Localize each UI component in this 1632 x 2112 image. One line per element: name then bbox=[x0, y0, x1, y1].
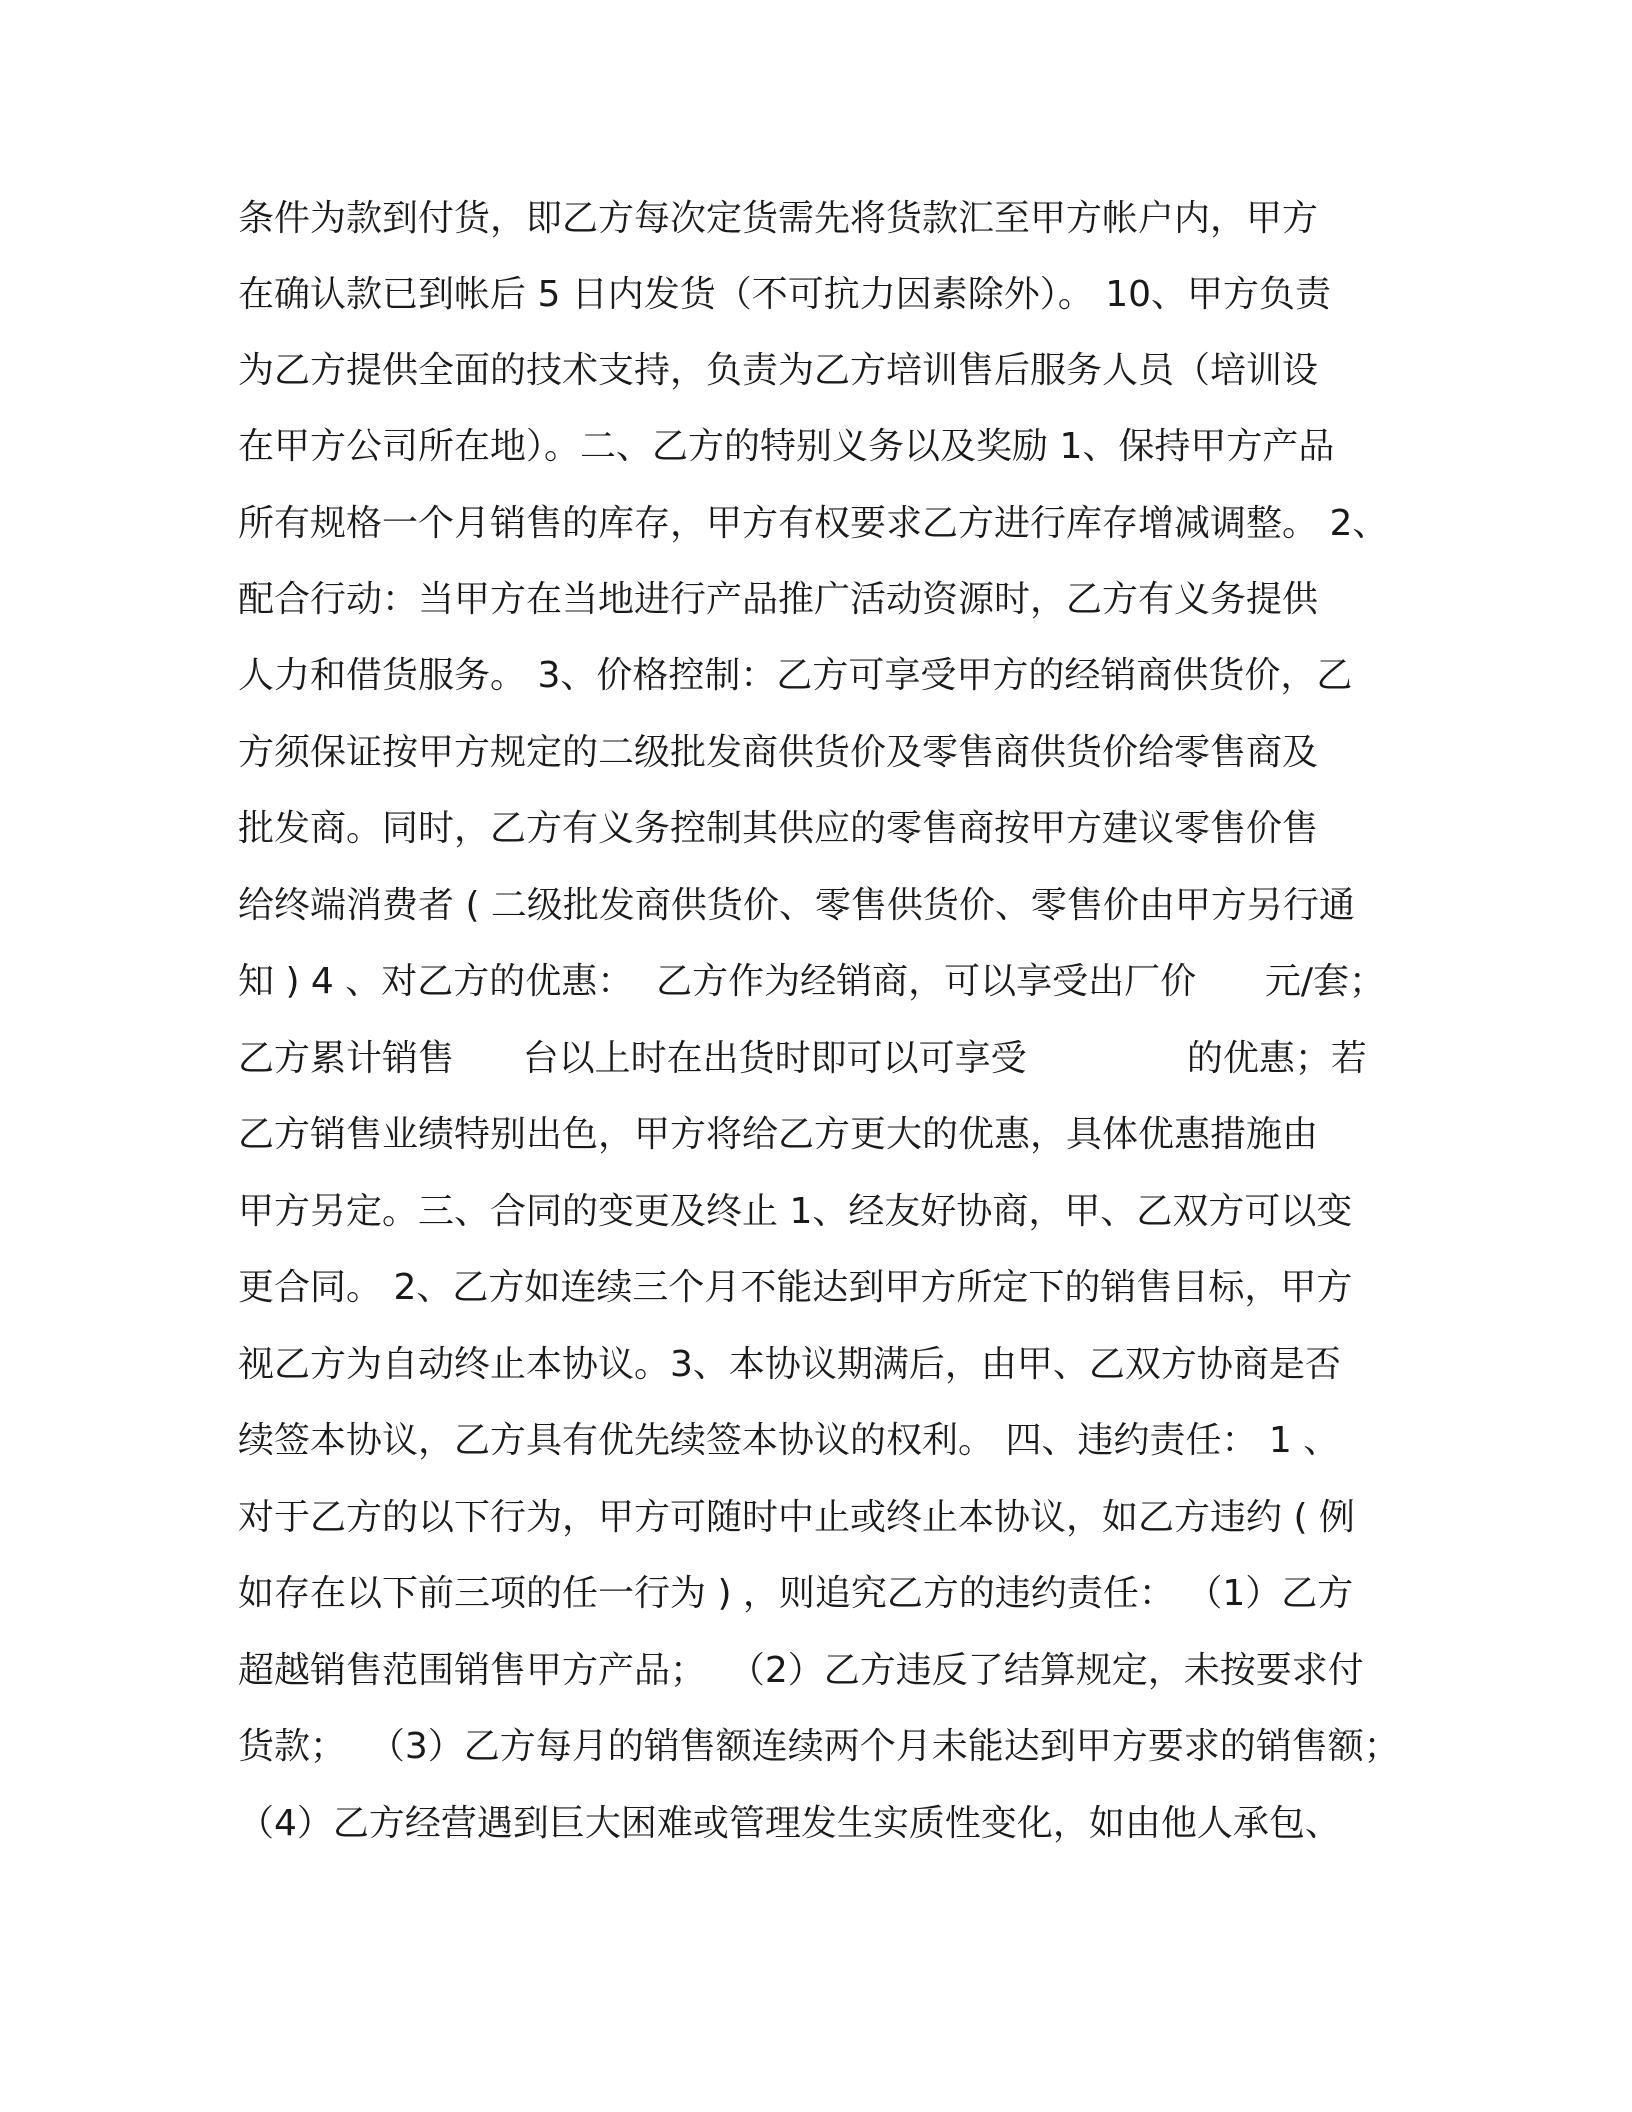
text-line: 续签本协议，乙方具有优先续签本协议的权利。 四、违约责任： 1 、 bbox=[238, 1420, 1340, 1461]
text-line: 货款； （3）乙方每月的销售额连续两个月未能达到甲方要求的销售额； bbox=[238, 1726, 1400, 1767]
text-line: 方须保证按甲方规定的二级批发商供货价及零售商供货价给零售商及 bbox=[238, 732, 1319, 773]
text-line: 更合同。 2、乙方如连续三个月不能达到甲方所定下的销售目标，甲方 bbox=[238, 1267, 1353, 1308]
text-line: 条件为款到付货，即乙方每次定货需先将货款汇至甲方帐户内，甲方 bbox=[238, 198, 1319, 239]
text-line: 乙方销售业绩特别出色，甲方将给乙方更大的优惠，具体优惠措施由 bbox=[238, 1114, 1319, 1155]
text-line: 超越销售范围销售甲方产品； （2）乙方违反了结算规定，未按要求付 bbox=[238, 1650, 1364, 1691]
text-line: 如存在以下前三项的任一行为 ) ，则追究乙方的违约责任： （1）乙方 bbox=[238, 1573, 1354, 1614]
text-line: 对于乙方的以下行为，甲方可随时中止或终止本协议，如乙方违约 ( 例 bbox=[238, 1497, 1355, 1538]
text-line: 在确认款已到帐后 5 日内发货（不可抗力因素除外）。 10、甲方负责 bbox=[238, 274, 1332, 315]
text-line: 视乙方为自动终止本协议。3、本协议期满后，由甲、乙双方协商是否 bbox=[238, 1344, 1341, 1385]
text-line: 配合行动：当甲方在当地进行产品推广活动资源时，乙方有义务提供 bbox=[238, 579, 1319, 620]
text-line: 乙方累计销售 台以上时在出货时即可以可享受 的优惠；若 bbox=[238, 1038, 1367, 1079]
text-line: （4）乙方经营遇到巨大困难或管理发生实质性变化，如由他人承包、 bbox=[238, 1803, 1341, 1844]
text-line: 所有规格一个月销售的库存，甲方有权要求乙方进行库存增减调整。 2、 bbox=[238, 503, 1389, 544]
text-line: 在甲方公司所在地）。二、乙方的特别义务以及奖励 1、保持甲方产品 bbox=[238, 426, 1335, 467]
text-line: 甲方另定。三、合同的变更及终止 1、经友好协商，甲、乙双方可以变 bbox=[238, 1191, 1353, 1232]
text-line: 给终端消费者 ( 二级批发商供货价、零售供货价、零售价由甲方另行通 bbox=[238, 885, 1355, 926]
text-line: 知 ) 4 、对乙方的优惠： 乙方作为经销商，可以享受出厂价 元/套； bbox=[238, 961, 1385, 1002]
text-line: 为乙方提供全面的技术支持，负责为乙方培训售后服务人员（培训设 bbox=[238, 350, 1319, 391]
text-line: 人力和借货服务。 3、价格控制：乙方可享受甲方的经销商供货价，乙 bbox=[238, 655, 1353, 696]
text-line: 批发商。同时，乙方有义务控制其供应的零售商按甲方建议零售价售 bbox=[238, 808, 1319, 849]
